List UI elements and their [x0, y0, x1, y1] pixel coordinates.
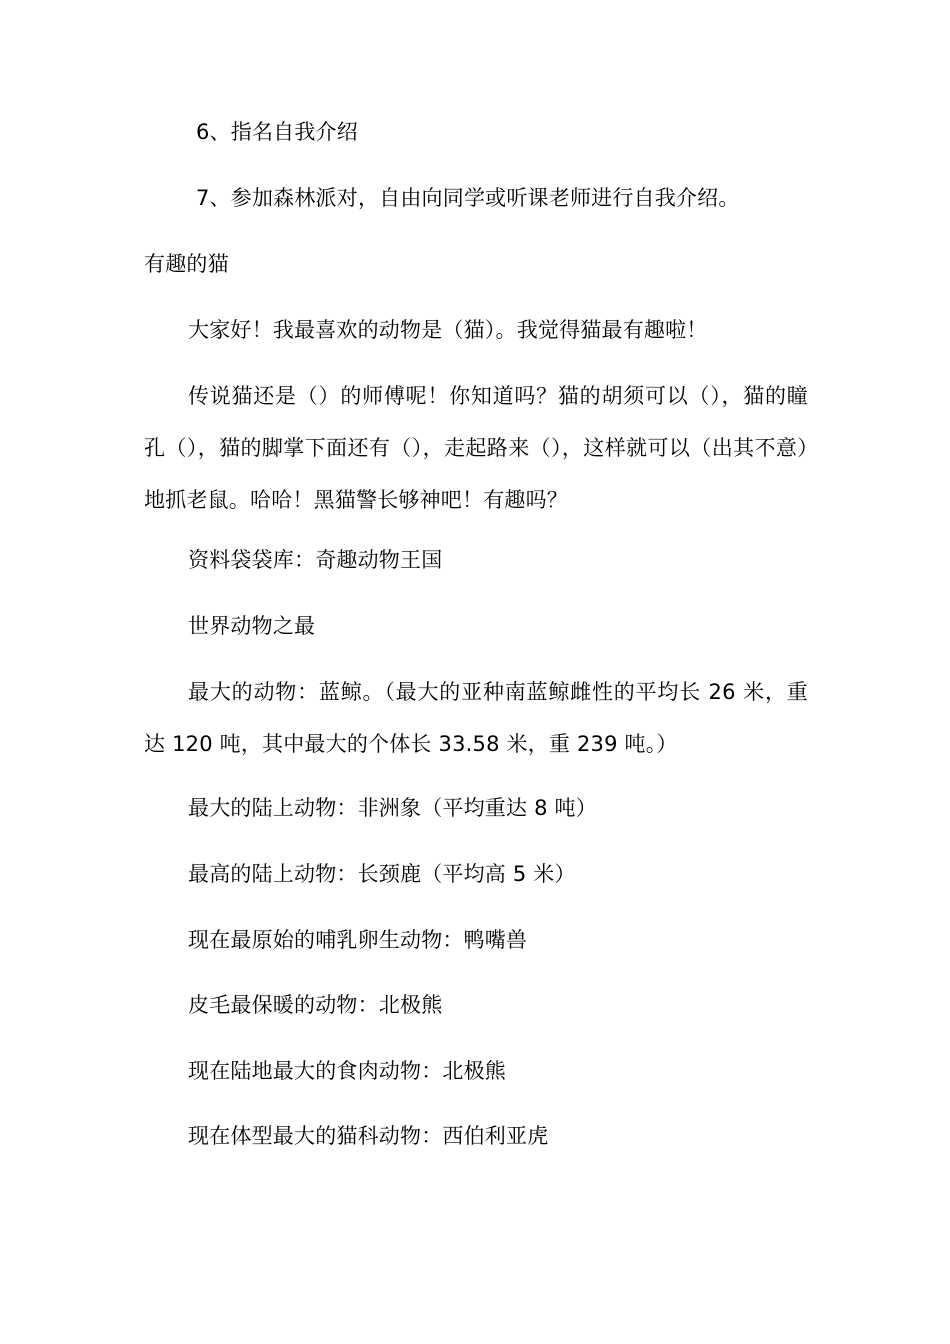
paragraph-world-records: 世界动物之最: [188, 614, 316, 638]
paragraph-largest-carnivore: 现在陆地最大的食肉动物：北极熊: [188, 1059, 506, 1083]
paragraph-intro: 大家好！我最喜欢的动物是（猫）。我觉得猫最有趣啦！: [188, 318, 708, 342]
paragraph-largest-land-animal: 最大的陆上动物：非洲象（平均重达 8 吨）: [188, 796, 597, 820]
list-item-7: 7、参加森林派对，自由向同学或听课老师进行自我介绍。: [196, 186, 740, 210]
list-item-6: 6、指名自我介绍: [196, 120, 358, 144]
paragraph-largest-feline: 现在体型最大的猫科动物：西伯利亚虎: [188, 1124, 549, 1148]
paragraph-most-primitive-mammal: 现在最原始的哺乳卵生动物：鸭嘴兽: [188, 928, 528, 952]
paragraph-warmest-fur: 皮毛最保暖的动物：北极熊: [188, 993, 443, 1017]
paragraph-legend: 传说猫还是（）的师傅呢！你知道吗？猫的胡须可以（），猫的瞳孔（），猫的脚掌下面还有（），走起路来（），这样就可以（出其不意）地抓老鼠。哈哈！黑猫警长够神吧！有趣吗？: [144, 384, 808, 512]
paragraph-largest-animal: 最大的动物：蓝鲸。（最大的亚种南蓝鲸雌性的平均长 26 米，重达 120 吨，其中最大的个体长 33.58 米，重 239 吨。）: [144, 680, 808, 756]
paragraph-tallest-land-animal: 最高的陆上动物：长颈鹿（平均高 5 米）: [188, 862, 576, 886]
paragraph-resource: 资料袋袋库：奇趣动物王国: [188, 548, 443, 572]
section-title: 有趣的猫: [144, 252, 229, 276]
